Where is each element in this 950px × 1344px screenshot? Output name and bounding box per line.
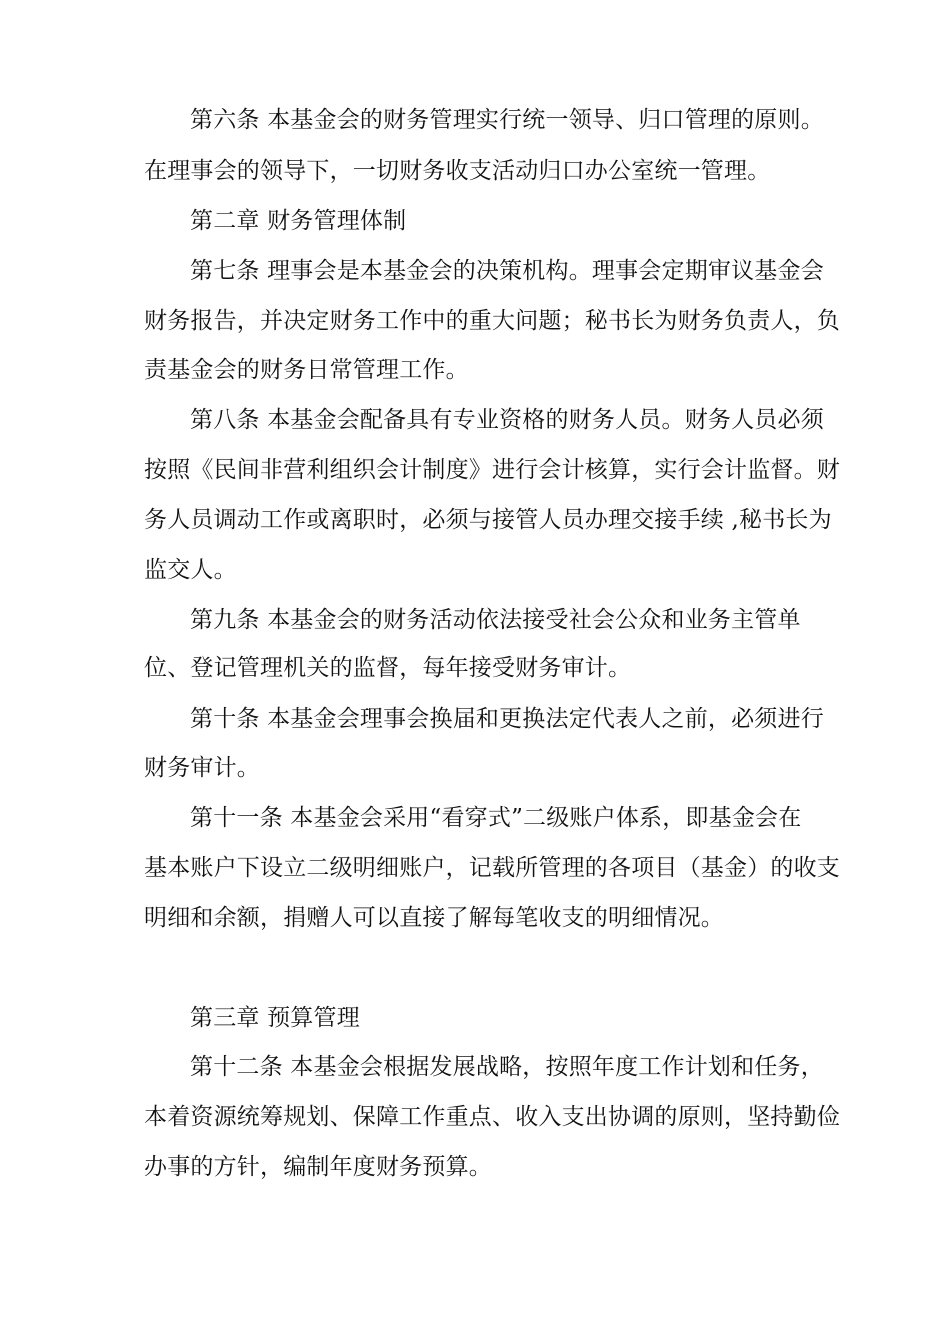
paragraph-article-8-line-3: 务人员调动工作或离职时，必须与接管人员办理交接手续 ,秘书长为 [144,507,832,533]
chapter-3-heading: 第三章 预算管理 [190,1005,360,1031]
paragraph-article-12-line-1: 第十二条 本基金会根据发展战略，按照年度工作计划和任务， [190,1054,824,1080]
paragraph-article-6-line-1: 第六条 本基金会的财务管理实行统一领导、归口管理的原则。 [190,107,824,133]
paragraph-article-8-line-2: 按照《民间非营利组织会计制度》进行会计核算，实行会计监督。财 [144,457,840,483]
paragraph-article-12-line-2: 本着资源统筹规划、保障工作重点、收入支出协调的原则，坚持勤俭 [144,1104,840,1130]
paragraph-article-8-line-4: 监交人。 [144,557,237,583]
paragraph-article-11-line-3: 明细和余额，捐赠人可以直接了解每笔收支的明细情况。 [144,905,724,931]
paragraph-article-7-line-3: 责基金会的财务日常管理工作。 [144,357,469,383]
paragraph-article-7-line-1: 第七条 理事会是本基金会的决策机构。理事会定期审议基金会 [190,258,824,284]
chapter-2-heading: 第二章 财务管理体制 [190,208,407,234]
paragraph-article-11-line-1: 第十一条 本基金会采用“看穿式”二级账户体系，即基金会在 [190,805,802,831]
paragraph-article-9-line-1: 第九条 本基金会的财务活动依法接受社会公众和业务主管单 [190,607,801,633]
paragraph-article-11-line-2: 基本账户下设立二级明细账户，记载所管理的各项目（基金）的收支 [144,855,840,881]
paragraph-article-6-line-2: 在理事会的领导下，一切财务收支活动归口办公室统一管理。 [144,158,771,184]
paragraph-article-8-line-1: 第八条 本基金会配备具有专业资格的财务人员。财务人员必须 [190,407,824,433]
paragraph-article-10-line-1: 第十条 本基金会理事会换届和更换法定代表人之前，必须进行 [190,706,824,732]
paragraph-article-12-line-3: 办事的方针，编制年度财务预算。 [144,1154,492,1180]
paragraph-article-10-line-2: 财务审计。 [144,755,260,781]
paragraph-article-9-line-2: 位、登记管理机关的监督，每年接受财务审计。 [144,655,632,681]
paragraph-article-7-line-2: 财务报告，并决定财务工作中的重大问题；秘书长为财务负责人，负 [144,308,840,334]
